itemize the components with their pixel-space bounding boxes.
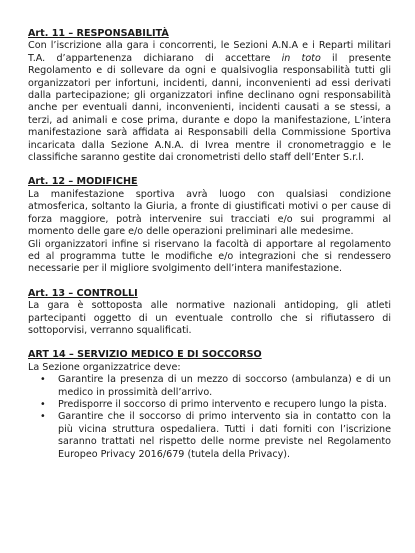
- article-12-heading: Art. 12 – MODIFICHE: [28, 176, 138, 188]
- list-item: • Garantire la presenza di un mezzo di soccorso (ambulanza) e di un medico in prossimità dell’arrivo.: [58, 374, 391, 399]
- article-14-list: [28, 374, 391, 461]
- article-11-text-part2: il presente Regolamento e di sollevare da ogni e qualsivoglia responsabilità tutti gli organizzatori per infortuni, incidenti, danni, inconvenienti ad essi derivati dalla partecipazione; gli organizzatori infine declinano ogni responsabilità anche per eventuali danni, inconvenienti, incidenti causati a se stessi, a terzi, ad animali e cose prima, durante e dopo la manifestazione, L’intera manifestazione sarà affidata ai Responsabili della Commissione Sportiva incaricata dalla Sezione A.N.A. di Ivrea mentre il cronometraggio e le classifiche saranno gestite dai cronometristi dello staff dell’Enter S.r.l.: [28, 52, 391, 164]
- article-11-text: [28, 40, 391, 164]
- article-12-text-1: La manifestazione sportiva avrà luogo con qualsiasi condizione atmosferica, soltanto la Giuria, a fronte di giustificati motivi o per cause di forza maggiore, potrà intervenire sui tracciati e/o sui programmi al momento delle gare e/o delle operazioni preliminari alle medesime.: [28, 188, 391, 238]
- article-14: [28, 349, 391, 461]
- article-12-text-2: Gli organizzatori infine si riservano la facoltà di apportare al regolamento ed al programma tutte le modifiche e/o integrazioni che si rendessero necessarie per il migliore svolgimento dell’intera manifestazione.: [28, 238, 391, 275]
- article-14-intro: La Sezione organizzatrice deve:: [28, 361, 181, 373]
- article-13-heading: Art. 13 – CONTROLLI: [28, 287, 138, 299]
- article-13: [28, 288, 391, 338]
- article-11-heading: Art. 11 – RESPONSABILITÀ: [28, 28, 169, 39]
- article-12: [28, 176, 391, 275]
- list-item: • Garantire che il soccorso di primo intervento sia in contatto con la più vicina struttura ospedaliera. Tutti i dati forniti con l’iscrizione saranno trattati nel rispetto delle norme previste nel Regolamento Europeo Privacy 2016/679 (tutela della Privacy).: [58, 411, 391, 461]
- article-11-text-italic: in toto: [281, 52, 321, 64]
- article-11-text-part1: Con l’iscrizione alla gara i concorrenti, le Sezioni A.N.A e i Reparti militari T.A. d’appartenenza dichiarano di accettare: [28, 40, 391, 64]
- article-11: [28, 28, 391, 164]
- article-13-text: La gara è sottoposta alle normative nazionali antidoping, gli atleti partecipanti oggetto di un eventuale controllo che si rifiutassero di sottoporvisi, verranno squalificati.: [28, 300, 391, 336]
- list-item: • Predisporre il soccorso di primo intervento e recupero lungo la pista.: [58, 399, 391, 411]
- article-14-heading: ART 14 – SERVIZIO MEDICO E DI SOCCORSO: [28, 349, 262, 361]
